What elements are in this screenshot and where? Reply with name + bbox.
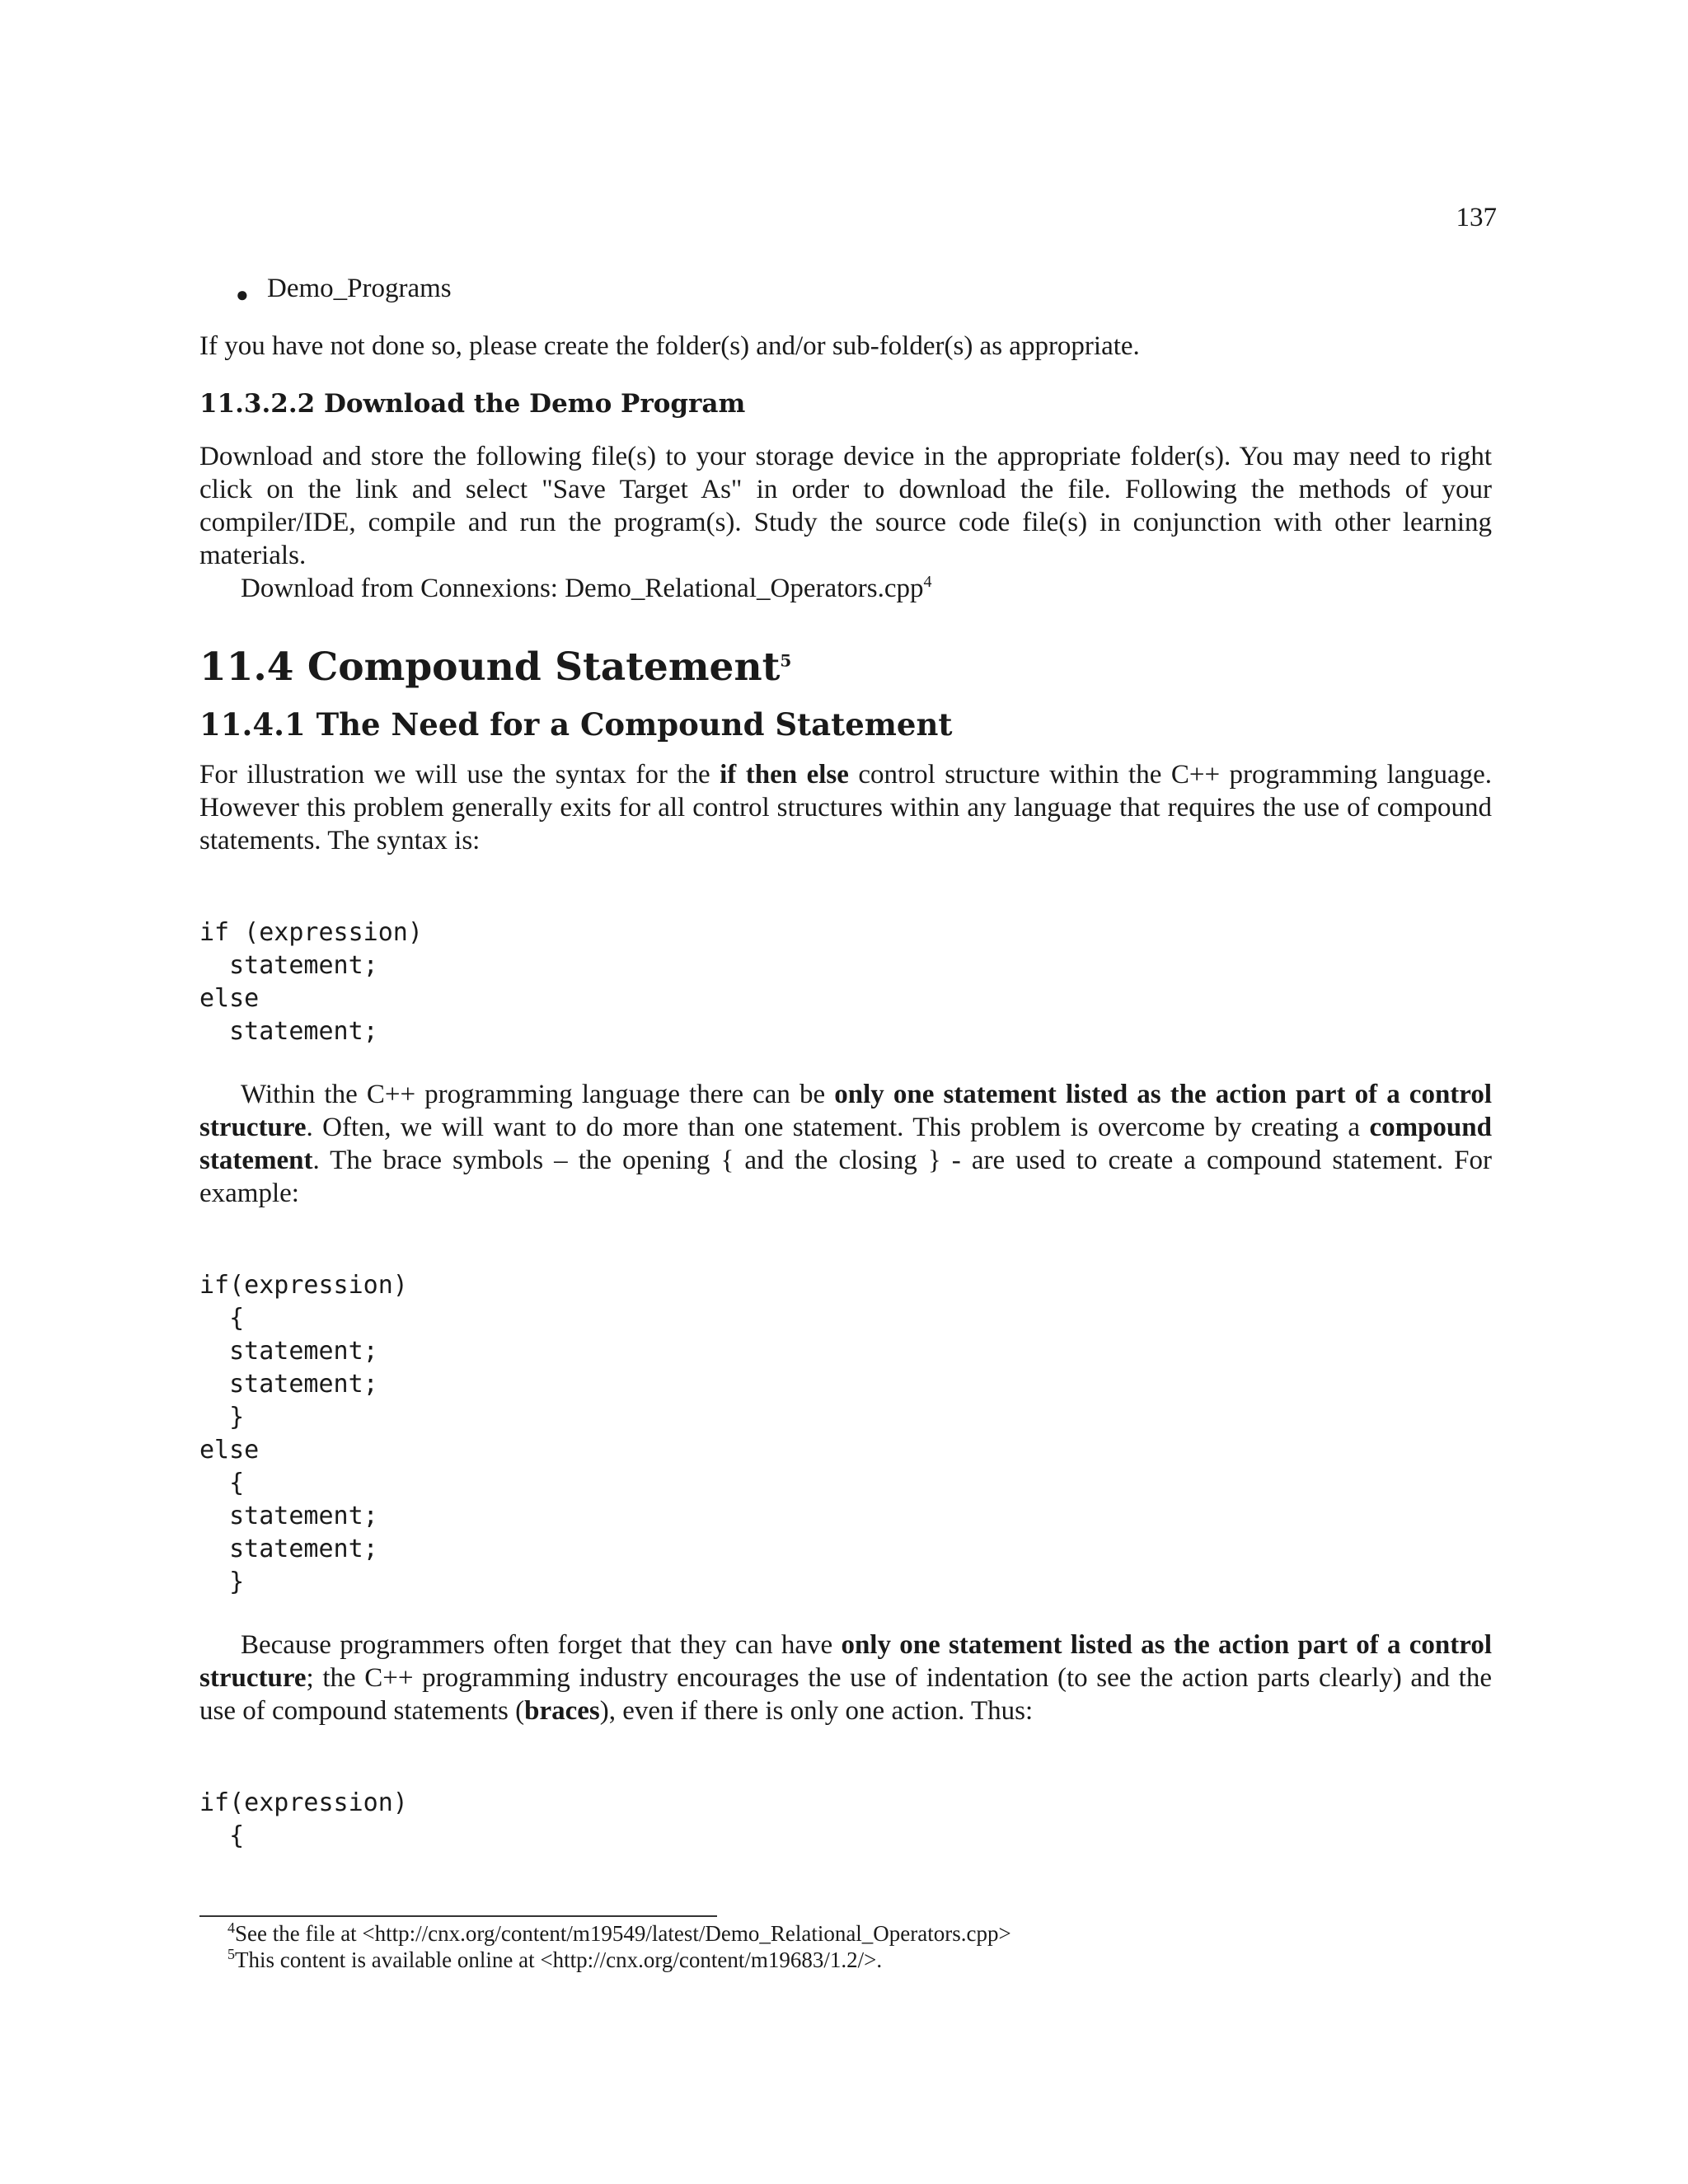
section-heading-11-4-1: 11.4.1 The Need for a Compound Statement (199, 706, 953, 743)
single-statement-paragraph (199, 1078, 1492, 1210)
code-block-thus: if(expression) { (199, 1788, 408, 1850)
section-heading-11-3-2-2: 11.3.2.2 Download the Demo Program (199, 389, 746, 419)
p3-text-a: Because programmers often forget that they can have (241, 1630, 842, 1660)
footnote-mark: 4 (227, 1919, 235, 1936)
footnote-4 (227, 1920, 1464, 1947)
folder-bullet-list (199, 272, 1492, 305)
footnote-5 (227, 1947, 1464, 1973)
footnotes (227, 1920, 1464, 1973)
p2-text-a: Within the C++ programming language there can be (241, 1080, 835, 1109)
p3-bold-rule: only one statement listed as the action part of a control structure (199, 1630, 1492, 1693)
page-content (199, 272, 1492, 1882)
page-number: 137 (1456, 203, 1497, 232)
footnote-mark: 5 (227, 1946, 235, 1962)
p2-text-c: . The brace symbols – the opening { and the closing } - are used to create a compound statement. For example: (199, 1146, 1492, 1208)
code-block-syntax: if (expression) statement; else statement; (199, 918, 423, 1046)
p3-text-c: ), even if there is only one action. Thus: (599, 1696, 1034, 1726)
bullet-item (199, 272, 1492, 305)
p2-bold-rule: only one statement listed as the action part of a control structure (199, 1080, 1493, 1142)
intro-text-b: control structure within the C++ programming language. However this problem generally exits for all control structures within any language that requires the use of compound statements. The syntax is: (199, 760, 1492, 855)
indentation-paragraph (199, 1629, 1492, 1727)
intro-paragraph (199, 758, 1492, 857)
footnote-ref-5[interactable]: 5 (780, 650, 792, 671)
create-folders-paragraph: If you have not done so, please create the folder(s) and/or sub-folder(s) as appropriate. (199, 331, 1140, 361)
download-line (199, 572, 1492, 605)
intro-text-a: For illustration we will use the syntax for the (199, 760, 720, 790)
p3-text-b: ; the C++ programming industry encourages the use of indentation (to see the action parts clearly) and the use of compound statements ( (199, 1663, 1492, 1726)
bullet-icon: ● (236, 283, 249, 307)
bullet-item-text: Demo_Programs (267, 274, 452, 303)
download-instructions-paragraph: Download and store the following file(s) to your storage device in the appropriate folder(s). You may need to right click on the link and select "Save Target As" in order to download the file. Following the methods of your compiler/IDE, compile and run the program(s). Study the source code file(s) in conjunction with other learning materials. (199, 442, 1492, 570)
section-heading-11-4 (199, 644, 1492, 691)
intro-bold-if-then-else: if then else (720, 760, 849, 790)
p2-bold-compound: compound statement (199, 1113, 1492, 1175)
download-prefix: Download from Connexions: (241, 574, 565, 603)
footnote-divider (199, 1915, 717, 1917)
code-block-compound-example: if(expression) { statement; statement; } else { statement; statement; } (199, 1271, 408, 1596)
section-title-11-4: 11.4 Compound Statement (199, 644, 781, 690)
footnote-text[interactable]: See the file at <http://cnx.org/content/m19549/latest/Demo_Relational_Operators.cpp> (235, 1921, 1011, 1946)
footnote-ref-4[interactable]: 4 (923, 573, 932, 591)
download-link[interactable]: Demo_Relational_Operators.cpp (565, 574, 924, 603)
p2-text-b: . Often, we will want to do more than one statement. This problem is overcome by creating a (306, 1113, 1370, 1142)
footnote-text[interactable]: This content is available online at <http://cnx.org/content/m19683/1.2/>. (235, 1947, 883, 1972)
p3-bold-braces: braces (524, 1696, 600, 1726)
